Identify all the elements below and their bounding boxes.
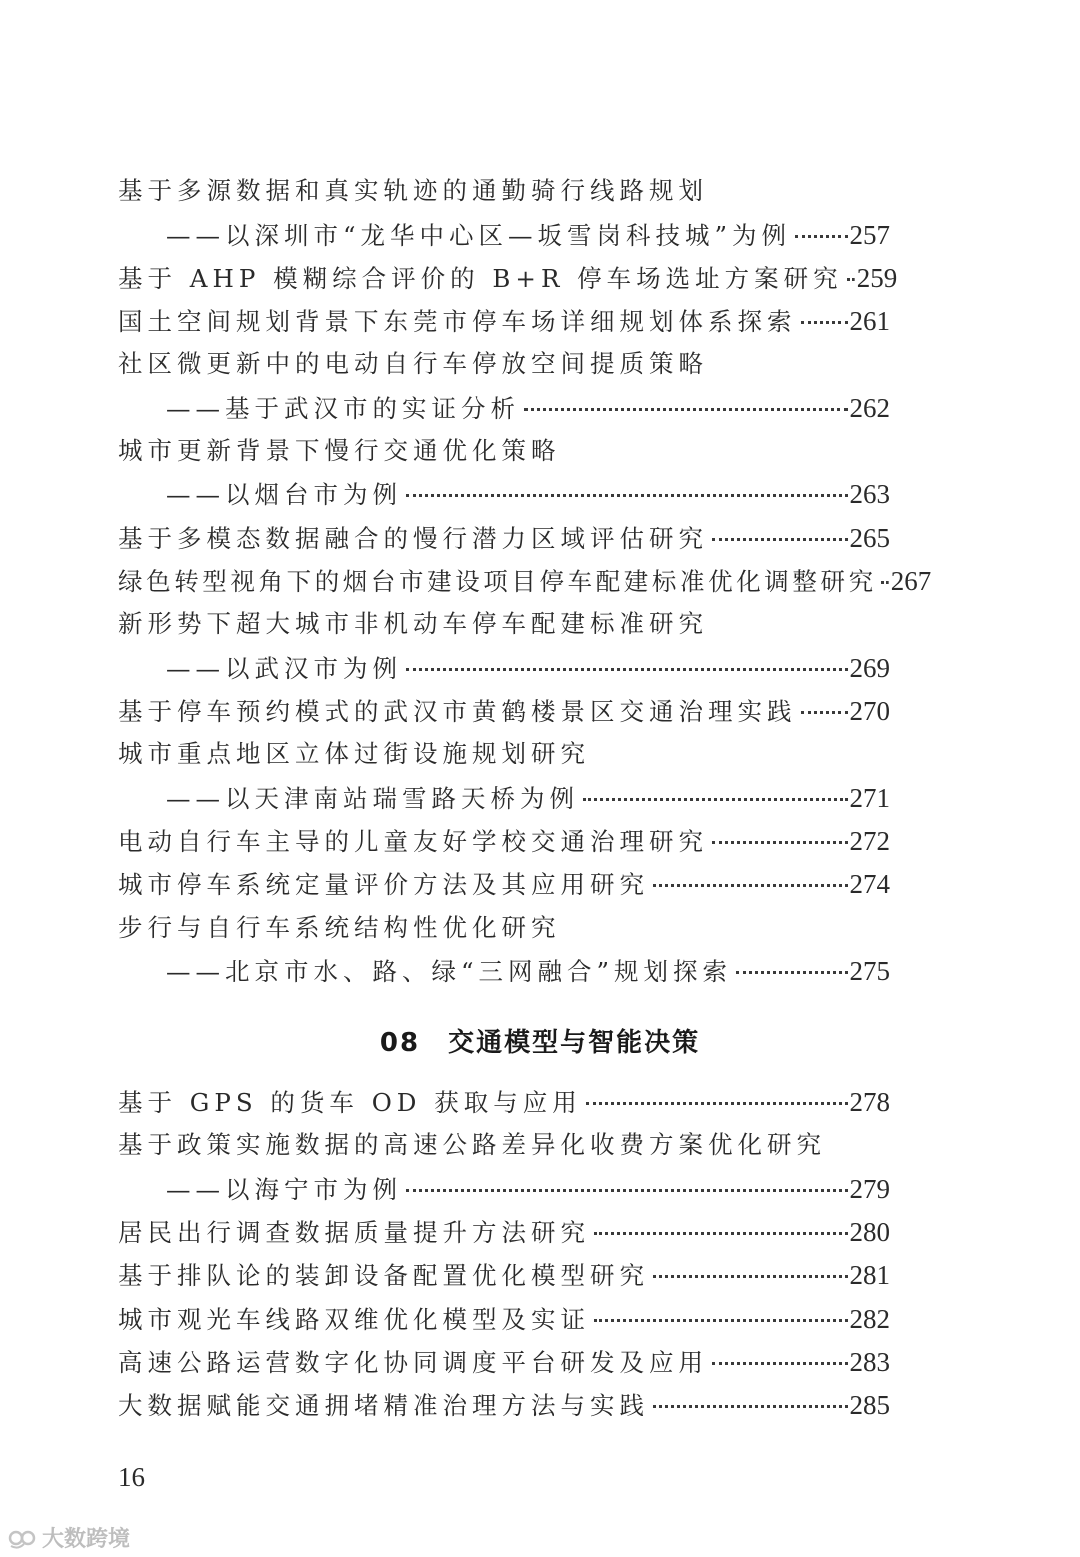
toc-page-number: 265 [849, 523, 890, 553]
leader-dots [653, 1405, 848, 1408]
leader-dots [524, 408, 848, 411]
toc-entry [118, 518, 890, 558]
toc-page-number: 275 [849, 956, 890, 986]
toc-entry-title: ——以天津南站瑞雪路天桥为例 [166, 784, 579, 813]
watermark-text: 大数跨境 [42, 1527, 131, 1552]
toc-page-number: 263 [849, 479, 890, 509]
toc-entry-title: 基于多模态数据融合的慢行潜力区域评估研究 [118, 524, 708, 553]
toc-entry [118, 1299, 890, 1339]
leader-dots [406, 494, 848, 497]
toc-entry-title: ——以烟台市为例 [166, 480, 402, 509]
toc-page-number: 280 [849, 1217, 890, 1247]
toc-entry [118, 171, 890, 211]
toc-entry [118, 734, 890, 774]
toc-entry-title: 高速公路运营数字化协同调度平台研发及应用 [118, 1348, 708, 1377]
toc-page-number: 262 [849, 393, 890, 423]
leader-dots [881, 581, 889, 584]
toc-entry [166, 1169, 890, 1209]
toc-entry [118, 301, 890, 341]
toc-entry-title: 基于停车预约模式的武汉市黄鹤楼景区交通治理实践 [118, 697, 797, 726]
leader-dots [594, 1232, 848, 1235]
toc-entry [118, 691, 890, 731]
toc-page-number: 269 [849, 653, 890, 683]
leader-dots [586, 1102, 848, 1105]
toc-entry [118, 561, 932, 601]
leader-dots [712, 538, 848, 541]
toc-entry-title: 基于政策实施数据的高速公路差异化收费方案优化研究 [118, 1130, 826, 1159]
toc-entry [118, 344, 890, 384]
leader-dots [847, 278, 855, 281]
toc-entry-title: 基于 GPS 的货车 OD 获取与应用 [118, 1088, 582, 1117]
toc-entry [166, 388, 890, 428]
toc-entry [118, 258, 898, 298]
toc-entry-title: ——基于武汉市的实证分析 [166, 394, 520, 423]
toc-entry-title: 电动自行车主导的儿童友好学校交通治理研究 [118, 827, 708, 856]
toc-entry-title: 国土空间规划背景下东莞市停车场详细规划体系探索 [118, 307, 797, 336]
toc-entry-title: 绿色转型视角下的烟台市建设项目停车配建标准优化调整研究 [118, 567, 877, 596]
leader-dots [406, 1189, 848, 1192]
toc-entry-title: 步行与自行车系统结构性优化研究 [118, 913, 561, 942]
toc-entry [166, 648, 890, 688]
toc-entry-title: 大数据赋能交通拥堵精准治理方法与实践 [118, 1391, 649, 1420]
toc-entry [118, 1212, 890, 1252]
toc-entry [118, 604, 890, 644]
toc-entry-title: 基于排队论的装卸设备配置优化模型研究 [118, 1261, 649, 1290]
toc-entry [166, 215, 890, 255]
toc-page-number: 259 [856, 263, 898, 293]
toc-entry [166, 778, 890, 818]
toc-entry-title: 新形势下超大城市非机动车停车配建标准研究 [118, 609, 708, 638]
toc-page-number: 281 [849, 1260, 890, 1290]
watermark-logo-icon [8, 1526, 38, 1550]
toc-page-number: 282 [849, 1304, 890, 1334]
toc-entry-title: 基于多源数据和真实轨迹的通勤骑行线路规划 [118, 176, 708, 205]
toc-entry-title: ——以武汉市为例 [166, 654, 402, 683]
watermark [8, 1522, 130, 1553]
toc-entry-title: 城市停车系统定量评价方法及其应用研究 [118, 870, 649, 899]
toc-page-number: 285 [849, 1390, 890, 1420]
toc-entry [118, 1255, 890, 1295]
leader-dots [801, 711, 848, 714]
toc-entry [118, 908, 890, 948]
toc-entry [118, 1342, 890, 1382]
toc-entry [118, 1125, 890, 1165]
toc-page-number: 267 [890, 566, 932, 596]
toc-entry-title: ——以深圳市“龙华中心区—坂雪岗科技城”为例 [166, 221, 792, 250]
leader-dots [712, 1362, 848, 1365]
toc-page-number: 270 [849, 696, 890, 726]
section-number: 08 [379, 1028, 421, 1058]
toc-page-number: 272 [849, 826, 890, 856]
leader-dots [406, 668, 848, 671]
toc-entry-title: 城市观光车线路双维优化模型及实证 [118, 1305, 590, 1334]
toc-page-number: 278 [849, 1087, 890, 1117]
toc-entry [118, 1385, 890, 1425]
section-heading [0, 1022, 1080, 1059]
leader-dots [583, 798, 848, 801]
leader-dots [801, 321, 848, 324]
toc-page-number: 257 [849, 220, 890, 250]
toc-entry-title: ——北京市水、路、绿“三网融合”规划探索 [166, 957, 733, 986]
toc-page-number: 274 [849, 869, 890, 899]
toc-page-number: 279 [849, 1174, 890, 1204]
toc-entry [118, 1082, 890, 1122]
toc-entry-title: ——以海宁市为例 [166, 1175, 402, 1204]
leader-dots [653, 884, 848, 887]
toc-page-number: 283 [849, 1347, 890, 1377]
toc-entry [118, 821, 890, 861]
toc-entry [118, 864, 890, 904]
page-number: 16 [118, 1462, 145, 1492]
section-title: 交通模型与智能决策 [448, 1028, 701, 1058]
toc-entry-title: 城市更新背景下慢行交通优化策略 [118, 436, 561, 465]
leader-dots [653, 1275, 848, 1278]
toc-page-number: 261 [849, 306, 890, 336]
toc-entry-title: 城市重点地区立体过街设施规划研究 [118, 739, 590, 768]
toc-entry [118, 431, 890, 471]
toc-page-number: 271 [849, 783, 890, 813]
toc-entry-title: 居民出行调查数据质量提升方法研究 [118, 1218, 590, 1247]
leader-dots [736, 971, 847, 974]
toc-entry [166, 474, 890, 514]
toc-entry-title: 基于 AHP 模糊综合评价的 B+R 停车场选址方案研究 [118, 264, 843, 293]
leader-dots [712, 841, 848, 844]
toc-entry-title: 社区微更新中的电动自行车停放空间提质策略 [118, 349, 708, 378]
leader-dots [594, 1319, 848, 1322]
toc-entry [166, 951, 890, 991]
leader-dots [795, 235, 847, 238]
